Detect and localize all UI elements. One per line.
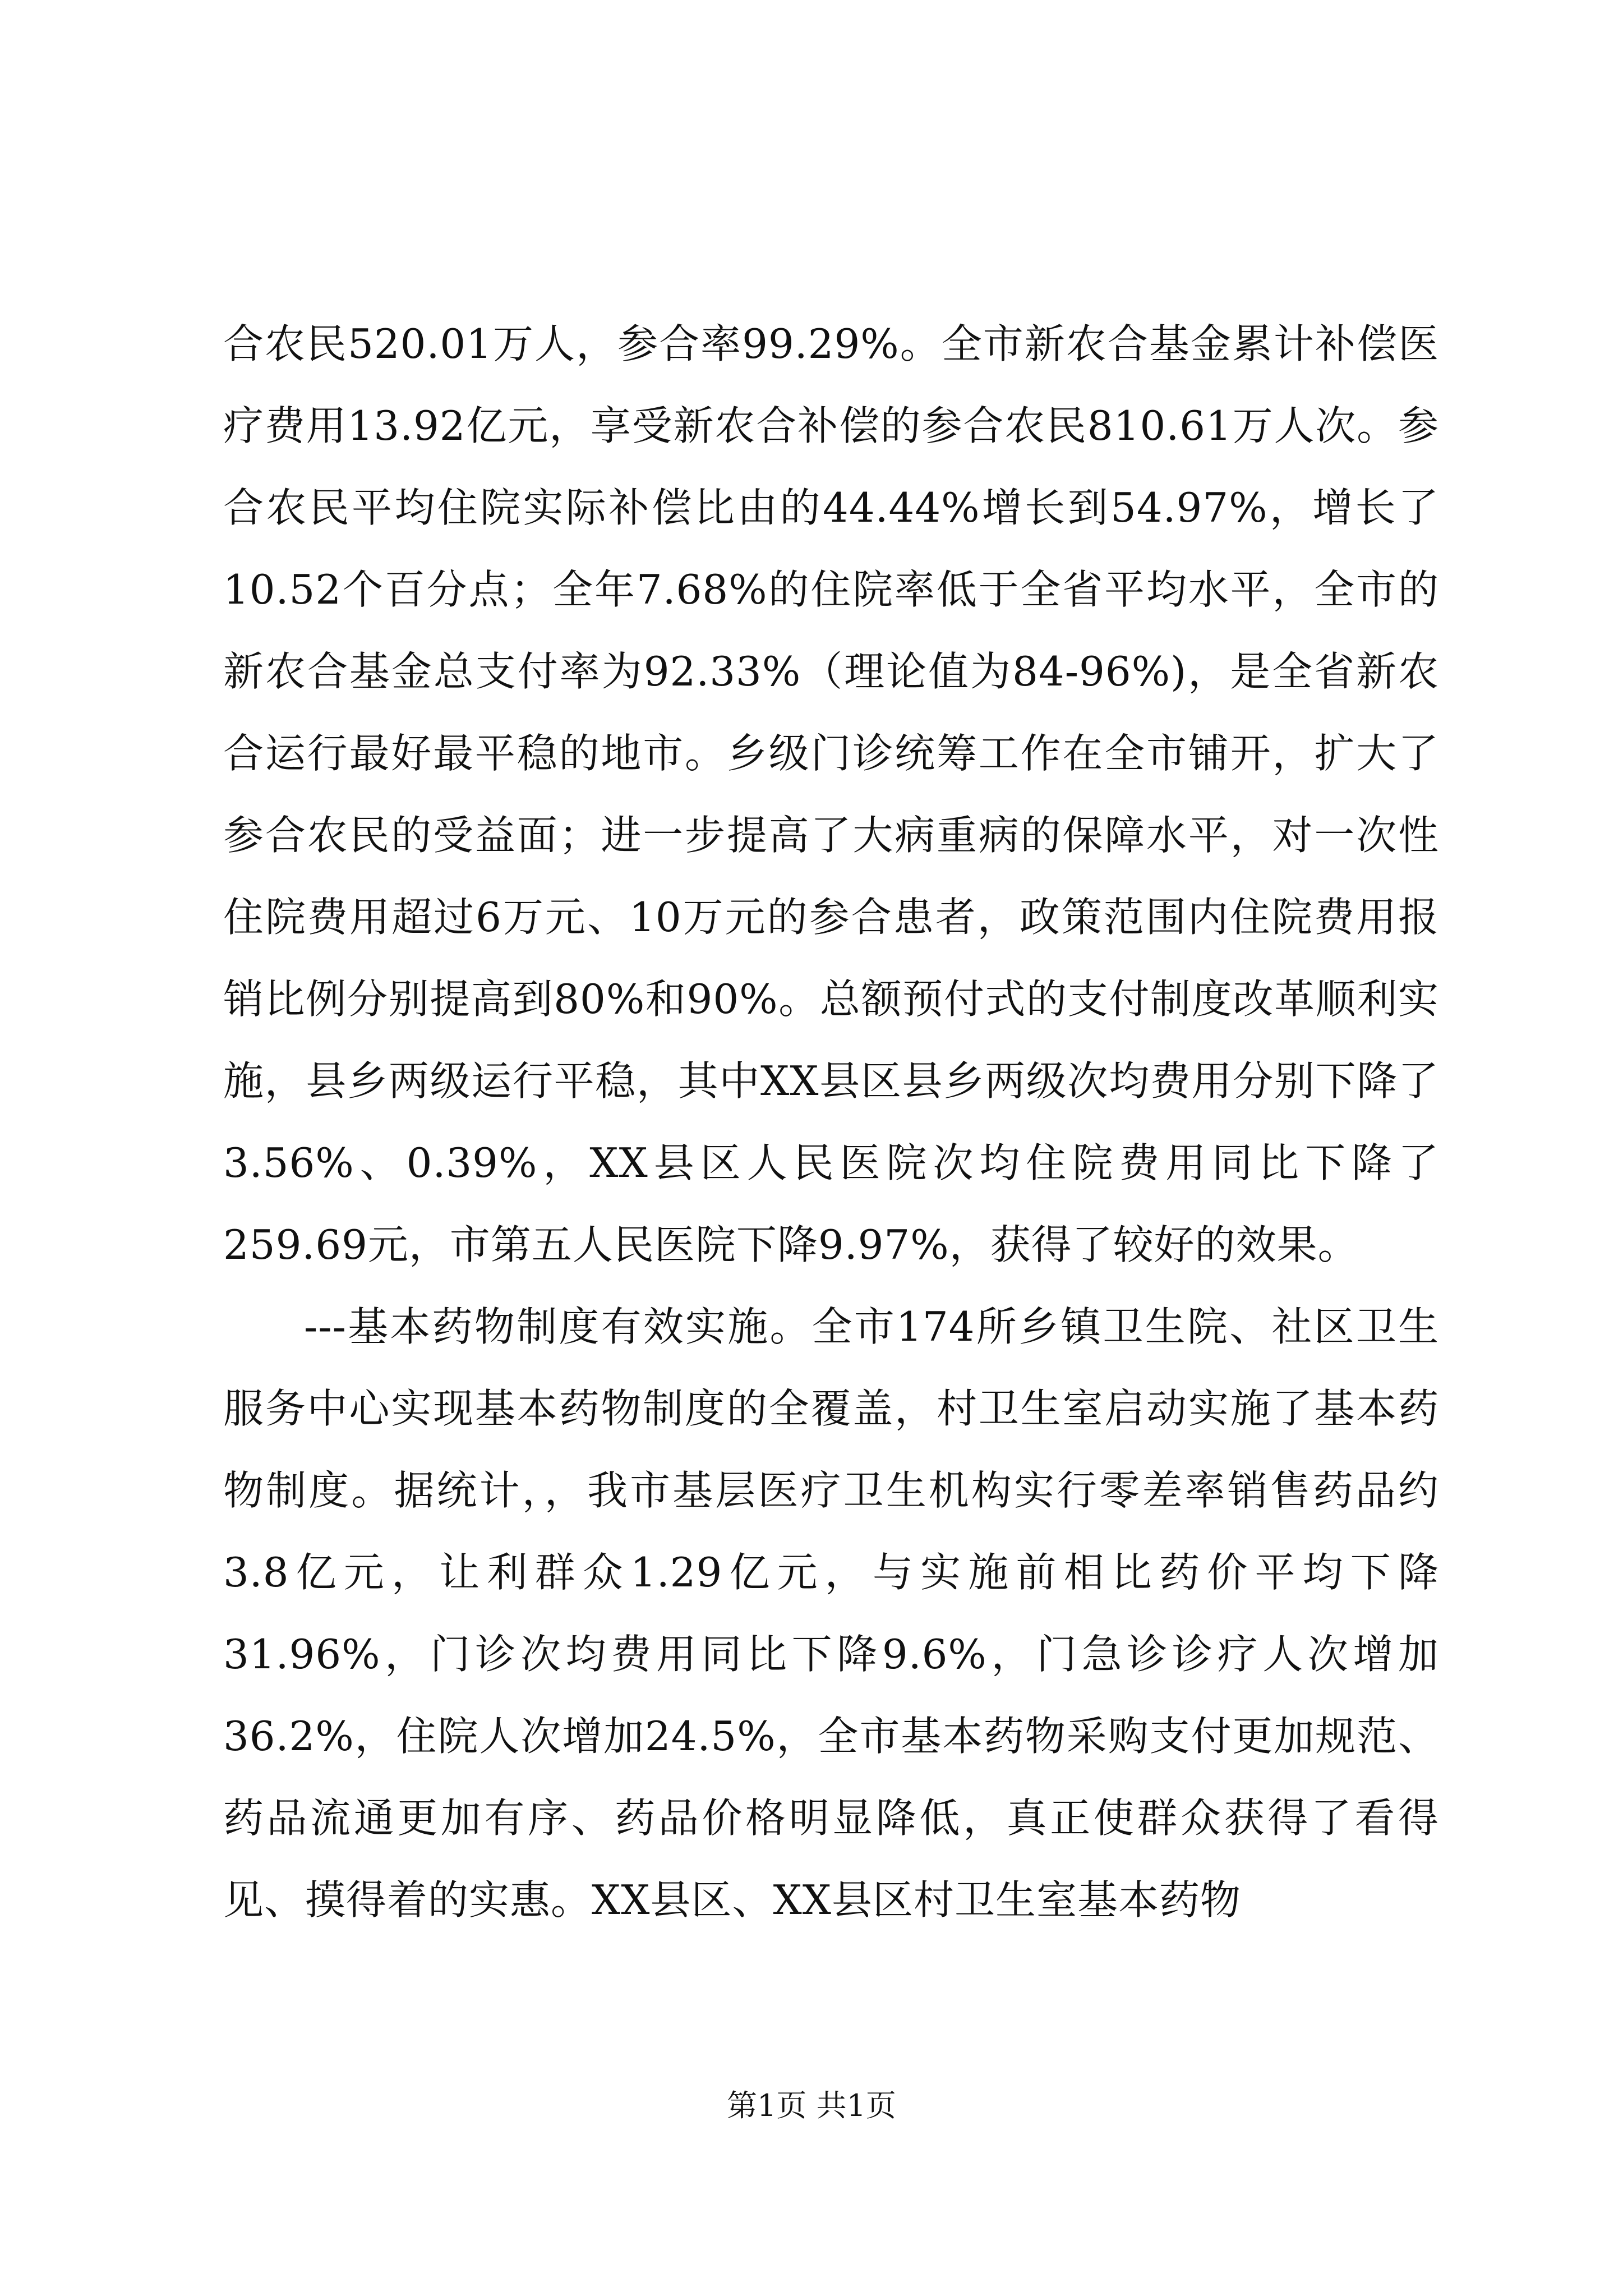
paragraph-essential-drugs: ---基本药物制度有效实施。全市174所乡镇卫生院、社区卫生服务中心实现基本药物制度的全覆盖，村卫生室启动实施了基本药物制度。据统计，，我市基层医疗卫生机构实行零差率销售药品约3.8亿元，让利群众1.29亿元，与实施前相比药价平均下降31.96%，门诊次均费用同比下降9.6%，门急诊诊疗人次增加36.2%，住院人次增加24.5%，全市基本药物采购支付更加规范、药品流通更加有序、药品价格明显降低，真正使群众获得了看得见、摸得着的实惠。XX县区、XX县区村卫生室基本药物 [223, 1303, 1439, 1924]
paragraph-ncms-summary: 合农民520.01万人，参合率99.29%。全市新农合基金累计补偿医疗费用13.92亿元，享受新农合补偿的参合农民810.61万人次。参合农民平均住院实际补偿比由的44.44%增长到54.97%，增长了10.52个百分点；全年7.68%的住院率低于全省平均水平，全市的新农合基金总支付率为92.33%（理论值为84-96%)，是全省新农合运行最好最平稳的地市。乡级门诊统筹工作在全市铺开，扩大了参合农民的受益面；进一步提高了大病重病的保障水平，对一次性住院费用超过6万元、10万元的参合患者，政策范围内住院费用报销比例分别提高到80%和90%。总额预付式的支付制度改革顺利实施，县乡两级运行平稳，其中XX县区县乡两级次均费用分别下降了3.56%、0.39%，XX县区人民医院次均住院费用同比下降了259.69元，市第五人民医院下降9.97%，获得了较好的效果。 [223, 320, 1439, 1268]
page-footer: 第1页 共1页 [727, 2088, 896, 2123]
document-body [223, 303, 1439, 1941]
